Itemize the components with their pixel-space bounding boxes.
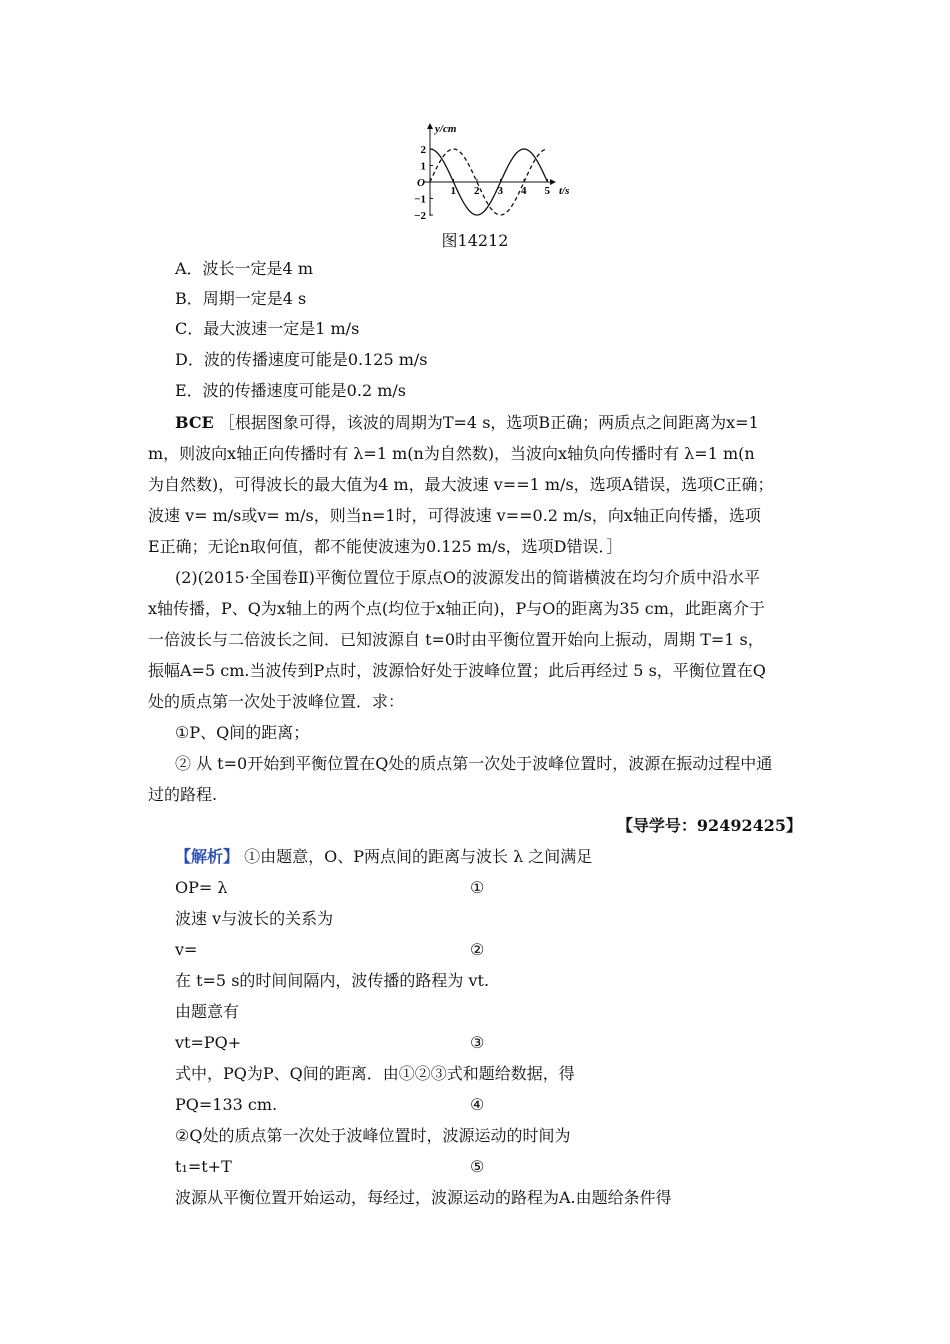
question-2-line-1: ② 从 t=0开始到平衡位置在Q处的质点第一次处于波峰位置时，波源在振动过程中通 — [175, 754, 773, 773]
equation-number: ③ — [470, 1033, 485, 1052]
option-c: C．最大波速一定是1 m/s — [175, 319, 360, 338]
solution-intro — [175, 846, 592, 868]
solution-row: 波速 v与波长的关系为 — [175, 909, 334, 928]
answer-line-4: 波速 v= m/s或v= m/s，则当n=1时，可得波速 v==0.2 m/s，向x轴正向传播，选项 — [148, 506, 761, 525]
option-e: E．波的传播速度可能是0.2 m/s — [175, 381, 406, 400]
x-tick-label: 2 — [474, 185, 480, 197]
option-a: A．波长一定是4 m — [175, 259, 313, 278]
question-2-line-2: 过的路程. — [148, 785, 218, 804]
solution-row: 由题意有 — [175, 1002, 240, 1021]
solution-row: 波源从平衡位置开始运动，每经过，波源运动的路程为A.由题给条件得 — [175, 1188, 672, 1207]
answer-line-3: 为自然数)，可得波长的最大值为4 m，最大波速 v==1 m/s，选项A错误，选项C正确； — [148, 475, 774, 494]
x-tick-label: 5 — [544, 185, 550, 197]
solution-row: PQ=133 cm. — [175, 1095, 278, 1114]
x-axis-label: t/s — [559, 185, 570, 197]
solution-row: t₁=t+T — [175, 1157, 232, 1176]
x-tick-label: 4 — [521, 185, 527, 197]
answer-key: BCE — [175, 413, 214, 432]
option-b: B．周期一定是4 s — [175, 289, 307, 308]
question-1: ①P、Q间的距离； — [175, 723, 310, 742]
y-tick-label: −2 — [414, 210, 426, 222]
problem-line-4: 振幅A=5 cm.当波传到P点时，波源恰好处于波峰位置；此后再经过 5 s，平衡位置在Q — [148, 661, 766, 680]
option-d: D．波的传播速度可能是0.125 m/s — [175, 350, 428, 369]
solution-row: vt=PQ+ — [175, 1033, 242, 1052]
y-axis-label: y/cm — [435, 123, 457, 135]
solution-row: 式中，PQ为P、Q间的距离．由①②③式和题给数据，得 — [175, 1064, 575, 1083]
y-tick-label: −1 — [414, 193, 426, 206]
figure-caption: 图14212 — [441, 231, 509, 250]
wave-graph — [405, 118, 585, 226]
x-tick-label: 3 — [497, 185, 503, 197]
solution-tag: 【解析】 — [175, 847, 240, 866]
equation-number: ② — [470, 940, 485, 959]
problem-line-3: 一倍波长与二倍波长之间．已知波源自 t=0时由平衡位置开始向上振动，周期 T=1 s， — [148, 630, 764, 649]
equation-number: ④ — [470, 1095, 485, 1114]
y-tick-label: 2 — [420, 144, 426, 156]
problem-line-2: x轴传播，P、Q为x轴上的两个点(均位于x轴正向)，P与O的距离为35 cm，此距离介于 — [148, 599, 765, 618]
solution-row: v= — [175, 940, 198, 959]
solution-row: OP= λ — [175, 878, 228, 897]
solution-intro-text: ①由题意，O、P两点间的距离与波长 λ 之间满足 — [244, 847, 593, 866]
problem-line-5: 处的质点第一次处于波峰位置．求： — [148, 692, 405, 711]
origin-label: O — [417, 177, 425, 189]
solution-row: 在 t=5 s的时间间隔内，波传播的路程为 vt. — [175, 971, 490, 990]
x-tick-label: 1 — [450, 185, 456, 197]
answer-line-1 — [175, 412, 759, 434]
solution-row: ②Q处的质点第一次处于波峰位置时，波源运动的时间为 — [175, 1126, 571, 1145]
problem-line-1: (2)(2015·全国卷Ⅱ)平衡位置位于原点O的波源发出的简谐横波在均匀介质中沿水平 — [175, 568, 760, 587]
equation-number: ① — [470, 878, 485, 897]
equation-number: ⑤ — [470, 1157, 485, 1176]
answer-line-5: E正确；无论n取何值，都不能使波速为0.125 m/s，选项D错误．］ — [148, 537, 623, 556]
y-tick-label: 1 — [420, 160, 426, 173]
answer-text-1: ［根据图象可得，该波的周期为T=4 s，选项B正确；两质点之间距离为x=1 — [218, 413, 759, 432]
guide-number: 【导学号：92492425】 — [616, 816, 802, 835]
answer-line-2: m，则波向x轴正向传播时有 λ=1 m(n为自然数)，当波向x轴负向传播时有 λ=1 m(n — [148, 444, 755, 463]
